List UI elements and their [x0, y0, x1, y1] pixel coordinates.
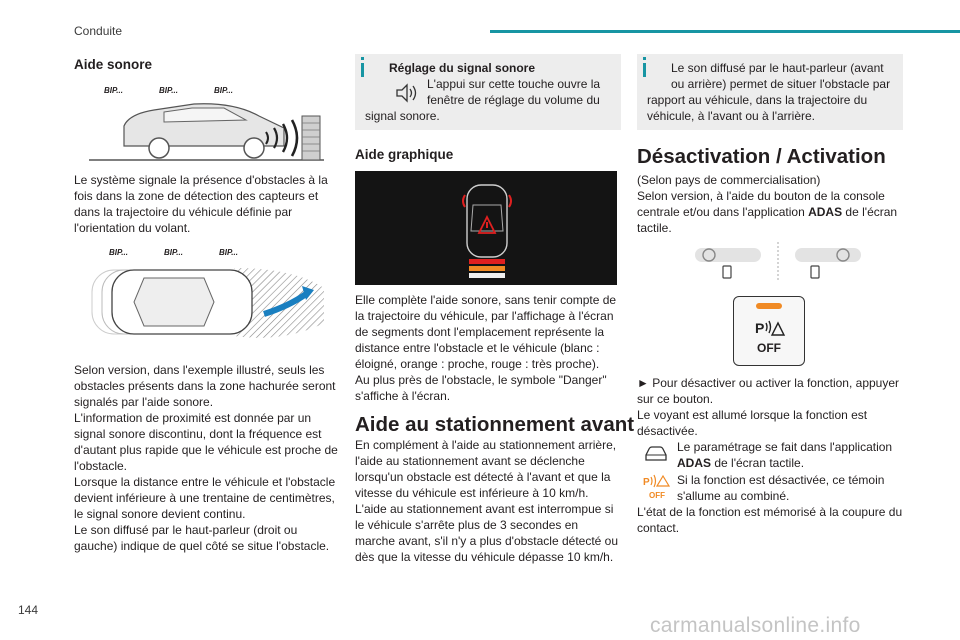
paragraph: Si la fonction est désactivée, ce témoin s'allume au combiné. — [677, 473, 885, 504]
paragraph: Selon version, dans l'exemple illustré, seuls les obstacles présents dans la zone hachurée seront signalés par l'aide sonore. — [74, 363, 336, 410]
beep-label: BIP... — [214, 86, 233, 95]
note-text: signal sonore. — [365, 109, 440, 123]
paragraph: Lorsque la distance entre le véhicule et l'obstacle devient inférieure à une trentaine de centimètres, le signal sonore devient continu. — [74, 475, 336, 522]
note-haut-parleur — [637, 54, 903, 130]
paragraph: (Selon pays de commercialisation) — [637, 173, 821, 187]
car-side-icon — [84, 86, 324, 166]
car-front-icon — [643, 444, 669, 464]
car-top-display-icon — [355, 171, 617, 285]
paragraph: Selon version, à l'aide du bouton de la console centrale et/ou dans l'application ADAS de l'écran tactile. — [637, 189, 898, 236]
watermark: carmanualsonline.info — [650, 614, 861, 637]
park-sensor-icon — [754, 317, 786, 339]
indicator-led — [756, 303, 782, 309]
park-assist-off-button[interactable] — [733, 296, 805, 366]
display-illustration — [355, 171, 617, 285]
paragraph: Le système signale la présence d'obstacles à la fois dans la zone de détection des capteurs et dans la trajectoire du véhicule définie par l'orientation du volant. — [74, 173, 328, 236]
svg-text:P: P — [643, 477, 650, 488]
paragraph: En complément à l'aide au stationnement arrière, l'aide au stationnement avant se déclenche lorsqu'un obstacle est détecté à l'avant et que la vitesse du véhicule est inférieure à 10 km/h. — [355, 438, 617, 501]
svg-text:P: P — [755, 320, 765, 336]
info-marker-icon — [643, 63, 646, 77]
car-top-trajectory-icon — [84, 248, 334, 348]
console-location-icon — [693, 240, 863, 284]
paragraph: Elle complète l'aide sonore, sans tenir compte de la trajectoire du véhicule, par l'affichage à l'écran de segments dont l'emplacement représente la distance entre l'obstacle et le véhicule (blanc : éloigné, orange : proche, rouge : très proche). — [355, 293, 617, 372]
paragraph: L'aide au stationnement avant est interrompue si le véhicule s'arrête plus de 3 secondes en marche avant, s'il n'y a plus d'obstacle détecté ou dès que la vitesse du véhicule dépasse 10 km/h. — [355, 502, 619, 565]
paragraph: L'information de proximité est donnée par un signal sonore discontinu, dont la fréquence est d'autant plus rapide que le véhicule est proche de l'obstacle. — [74, 411, 338, 474]
paragraph: Le son diffusé par le haut-parleur (droit ou gauche) indique de quel côté se situe l'obstacle. — [74, 523, 330, 554]
title-desactivation-activation: Désactivation / Activation — [637, 145, 886, 168]
note-text: rapport au véhicule, dans la trajectoire du véhicule, à l'avant ou à l'arrière. — [647, 93, 868, 124]
title-aide-graphique: Aide graphique — [355, 147, 454, 162]
button-label: OFF — [757, 341, 781, 355]
beep-label: BIP... — [159, 86, 178, 95]
paragraph: L'état de la fonction est mémorisé à la coupure du contact. — [637, 505, 903, 536]
note-text: L'appui sur cette touche ouvre la fenêtre de réglage du volume du — [427, 77, 601, 108]
beep-label: BIP... — [164, 248, 183, 257]
header-rule — [490, 30, 960, 33]
title-aide-stationnement-avant: Aide au stationnement avant — [355, 413, 635, 436]
note-text: Le son diffusé par le haut-parleur (avant ou arrière) permet de situer l'obstacle par — [671, 61, 891, 92]
note-signal-sonore — [355, 54, 621, 130]
park-assist-off-warning-icon — [643, 474, 671, 500]
page-number: 144 — [18, 603, 39, 617]
beep-label: BIP... — [104, 86, 123, 95]
beep-label: BIP... — [219, 248, 238, 257]
beep-label: BIP... — [109, 248, 128, 257]
note-title: Réglage du signal sonore — [389, 61, 536, 75]
paragraph: Le paramétrage se fait dans l'application ADAS de l'écran tactile. — [677, 440, 893, 471]
svg-text:OFF: OFF — [649, 491, 665, 500]
illustration-trajectory — [84, 248, 334, 348]
paragraph: ► Pour désactiver ou activer la fonction, appuyer sur ce bouton. — [637, 376, 900, 407]
title-aide-sonore: Aide sonore — [74, 57, 153, 72]
paragraph: Le voyant est allumé lorsque la fonction est désactivée. — [637, 408, 868, 439]
illustration-rear-parking — [84, 86, 324, 166]
paragraph: Au plus près de l'obstacle, le symbole "Danger" s'affiche à l'écran. — [355, 373, 607, 404]
speaker-icon — [395, 82, 419, 104]
info-marker-icon — [361, 63, 364, 77]
header-section: Conduite — [74, 24, 123, 38]
